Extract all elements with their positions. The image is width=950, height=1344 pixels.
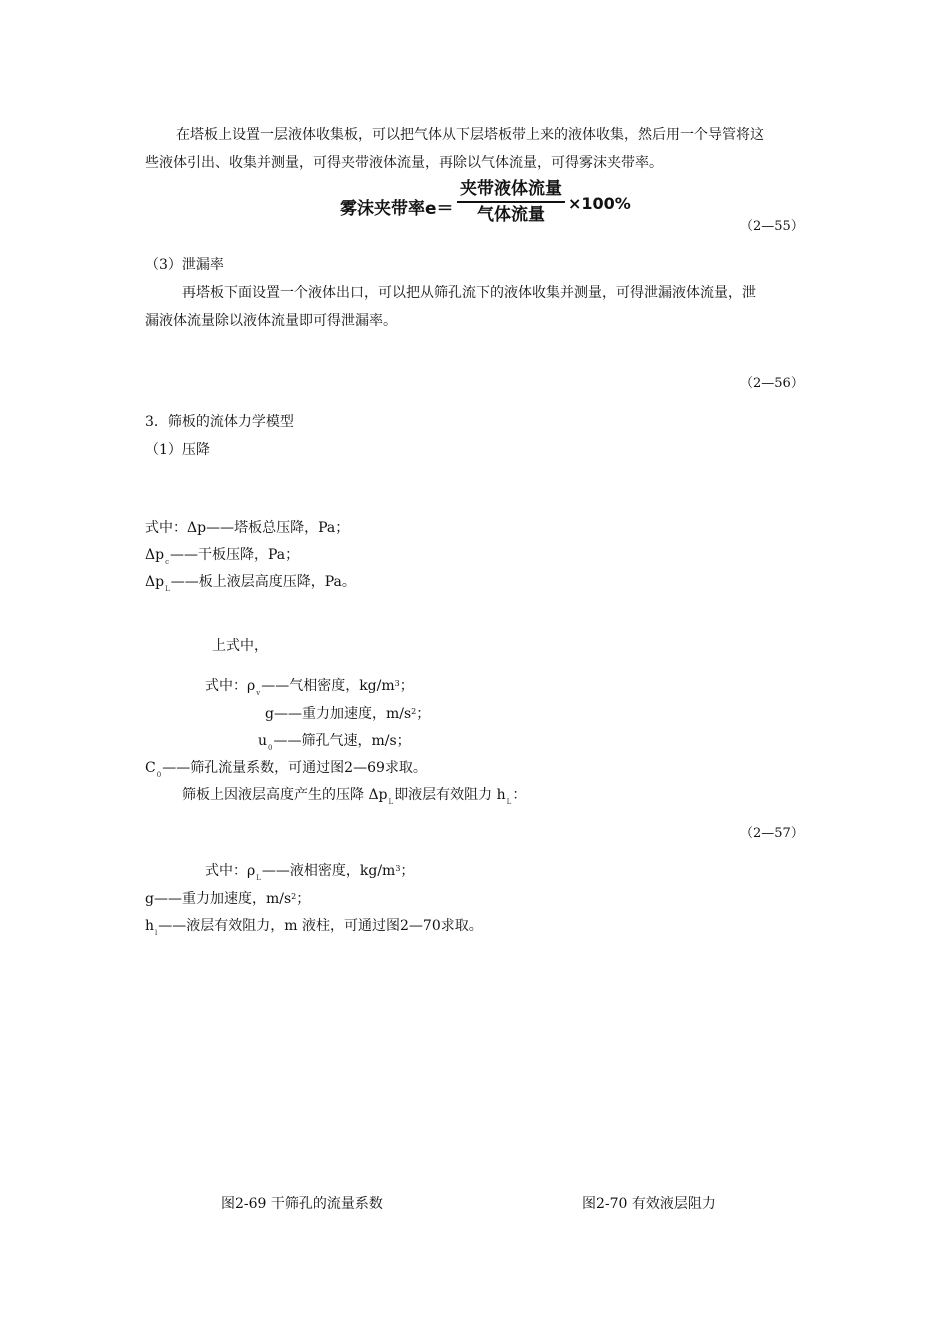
paragraph-line: 些液体引出、收集并测量，可得夹带液体流量，再除以气体流量，可得雾沫夹带率。: [145, 155, 663, 171]
definition-prefix: 式中：: [205, 863, 247, 879]
definition-liquid-layer-drop: [145, 573, 356, 593]
subscript: L: [506, 798, 512, 806]
definition-text: g——重力加速度，m/s: [145, 891, 292, 907]
definition-prefix: 式中：: [205, 678, 247, 694]
equation-rhs: ×100%: [568, 194, 631, 213]
definition-flow-coefficient: [145, 759, 427, 779]
definition-text: ——板上液层高度压降，Pa。: [170, 574, 356, 590]
equation-lhs: 雾沫夹带率e＝: [340, 199, 454, 219]
paragraph-line: 漏液体流量除以液体流量即可得泄漏率。: [145, 313, 397, 329]
subscript: 0: [156, 771, 162, 779]
definition-text: ——筛孔气速，m/s；: [273, 733, 411, 749]
definition-liquid-density: [205, 862, 414, 882]
figure-caption-2-70: 图2-70 有效液层阻力: [582, 1196, 716, 1212]
definition-text: ——液层有效阻力，m 液柱，可通过图2—70求取。: [158, 918, 483, 934]
subscript: L: [388, 798, 394, 806]
definition-prefix: 式中：: [145, 520, 187, 536]
symbol: ρ: [247, 863, 256, 879]
symbol: Δp: [187, 520, 207, 536]
symbol: Δp: [145, 547, 165, 563]
subscript: v: [256, 689, 261, 697]
subscript: c: [165, 558, 169, 566]
subscript: l: [155, 929, 158, 937]
paragraph-text: 筛板上因液层高度产生的压降 Δp: [182, 787, 388, 803]
definition-hole-velocity: [258, 732, 411, 752]
definition-text: ——液相密度，kg/m: [261, 863, 396, 879]
definition-text: g——重力加速度，m/s: [265, 706, 412, 722]
definition-gas-density: [205, 677, 414, 697]
punctuation: ；: [296, 891, 311, 907]
symbol: h: [145, 918, 155, 934]
definition-gravity: [145, 890, 310, 910]
symbol: C: [145, 760, 156, 776]
section-heading: （3）泄漏率: [145, 257, 224, 273]
superscript: 2: [291, 892, 297, 901]
subscript: 0: [268, 744, 273, 752]
symbol: u: [258, 733, 268, 749]
paragraph-liquid-layer: [182, 786, 526, 806]
symbol: ρ: [247, 678, 256, 694]
punctuation: ：: [512, 787, 527, 803]
superscript: 3: [394, 679, 400, 688]
symbol: Δp: [145, 574, 165, 590]
equation-denominator: 气体流量: [477, 205, 545, 225]
intro-text: 上式中，: [212, 638, 268, 654]
equation-number: （2—56）: [740, 376, 804, 391]
definition-text: ——干板压降，Pa；: [170, 547, 300, 563]
definition-dry-plate-drop: [145, 546, 299, 566]
punctuation: ；: [400, 863, 415, 879]
superscript: 3: [395, 864, 401, 873]
equation-number: （2—55）: [740, 219, 804, 234]
figure-caption-2-69: 图2-69 干筛孔的流量系数: [221, 1196, 383, 1212]
equation-number: （2—57）: [740, 826, 804, 841]
punctuation: ；: [416, 706, 431, 722]
definition-effective-resistance: [145, 917, 483, 937]
equation-numerator: 夹带液体流量: [460, 179, 562, 199]
definition-text: ——筛孔流量系数，可通过图2—69求取。: [162, 760, 427, 776]
subscript: L: [256, 874, 261, 882]
definition-text: ——气相密度，kg/m: [261, 678, 395, 694]
definition-total-pressure-drop: [145, 519, 349, 537]
paragraph-line: 在塔板上设置一层液体收集板，可以把气体从下层塔板带上来的液体收集，然后用一个导管将这: [176, 127, 764, 143]
paragraph-text: 即液层有效阻力 h: [394, 787, 506, 803]
subscript: L: [165, 585, 170, 593]
subsection-heading: （1）压降: [145, 442, 210, 458]
section-heading: 3．筛板的流体力学模型: [145, 414, 294, 430]
equation-entrainment-rate: [340, 178, 640, 232]
superscript: 2: [411, 707, 417, 716]
punctuation: ；: [399, 678, 414, 694]
definition-gravity: [265, 705, 430, 725]
fraction-bar: [457, 201, 565, 203]
definition-text: ——塔板总压降，Pa；: [206, 520, 350, 536]
paragraph-line: 再塔板下面设置一个液体出口，可以把从筛孔流下的液体收集并测量，可得泄漏液体流量，泄: [182, 285, 756, 301]
equation-fraction: [457, 178, 565, 226]
